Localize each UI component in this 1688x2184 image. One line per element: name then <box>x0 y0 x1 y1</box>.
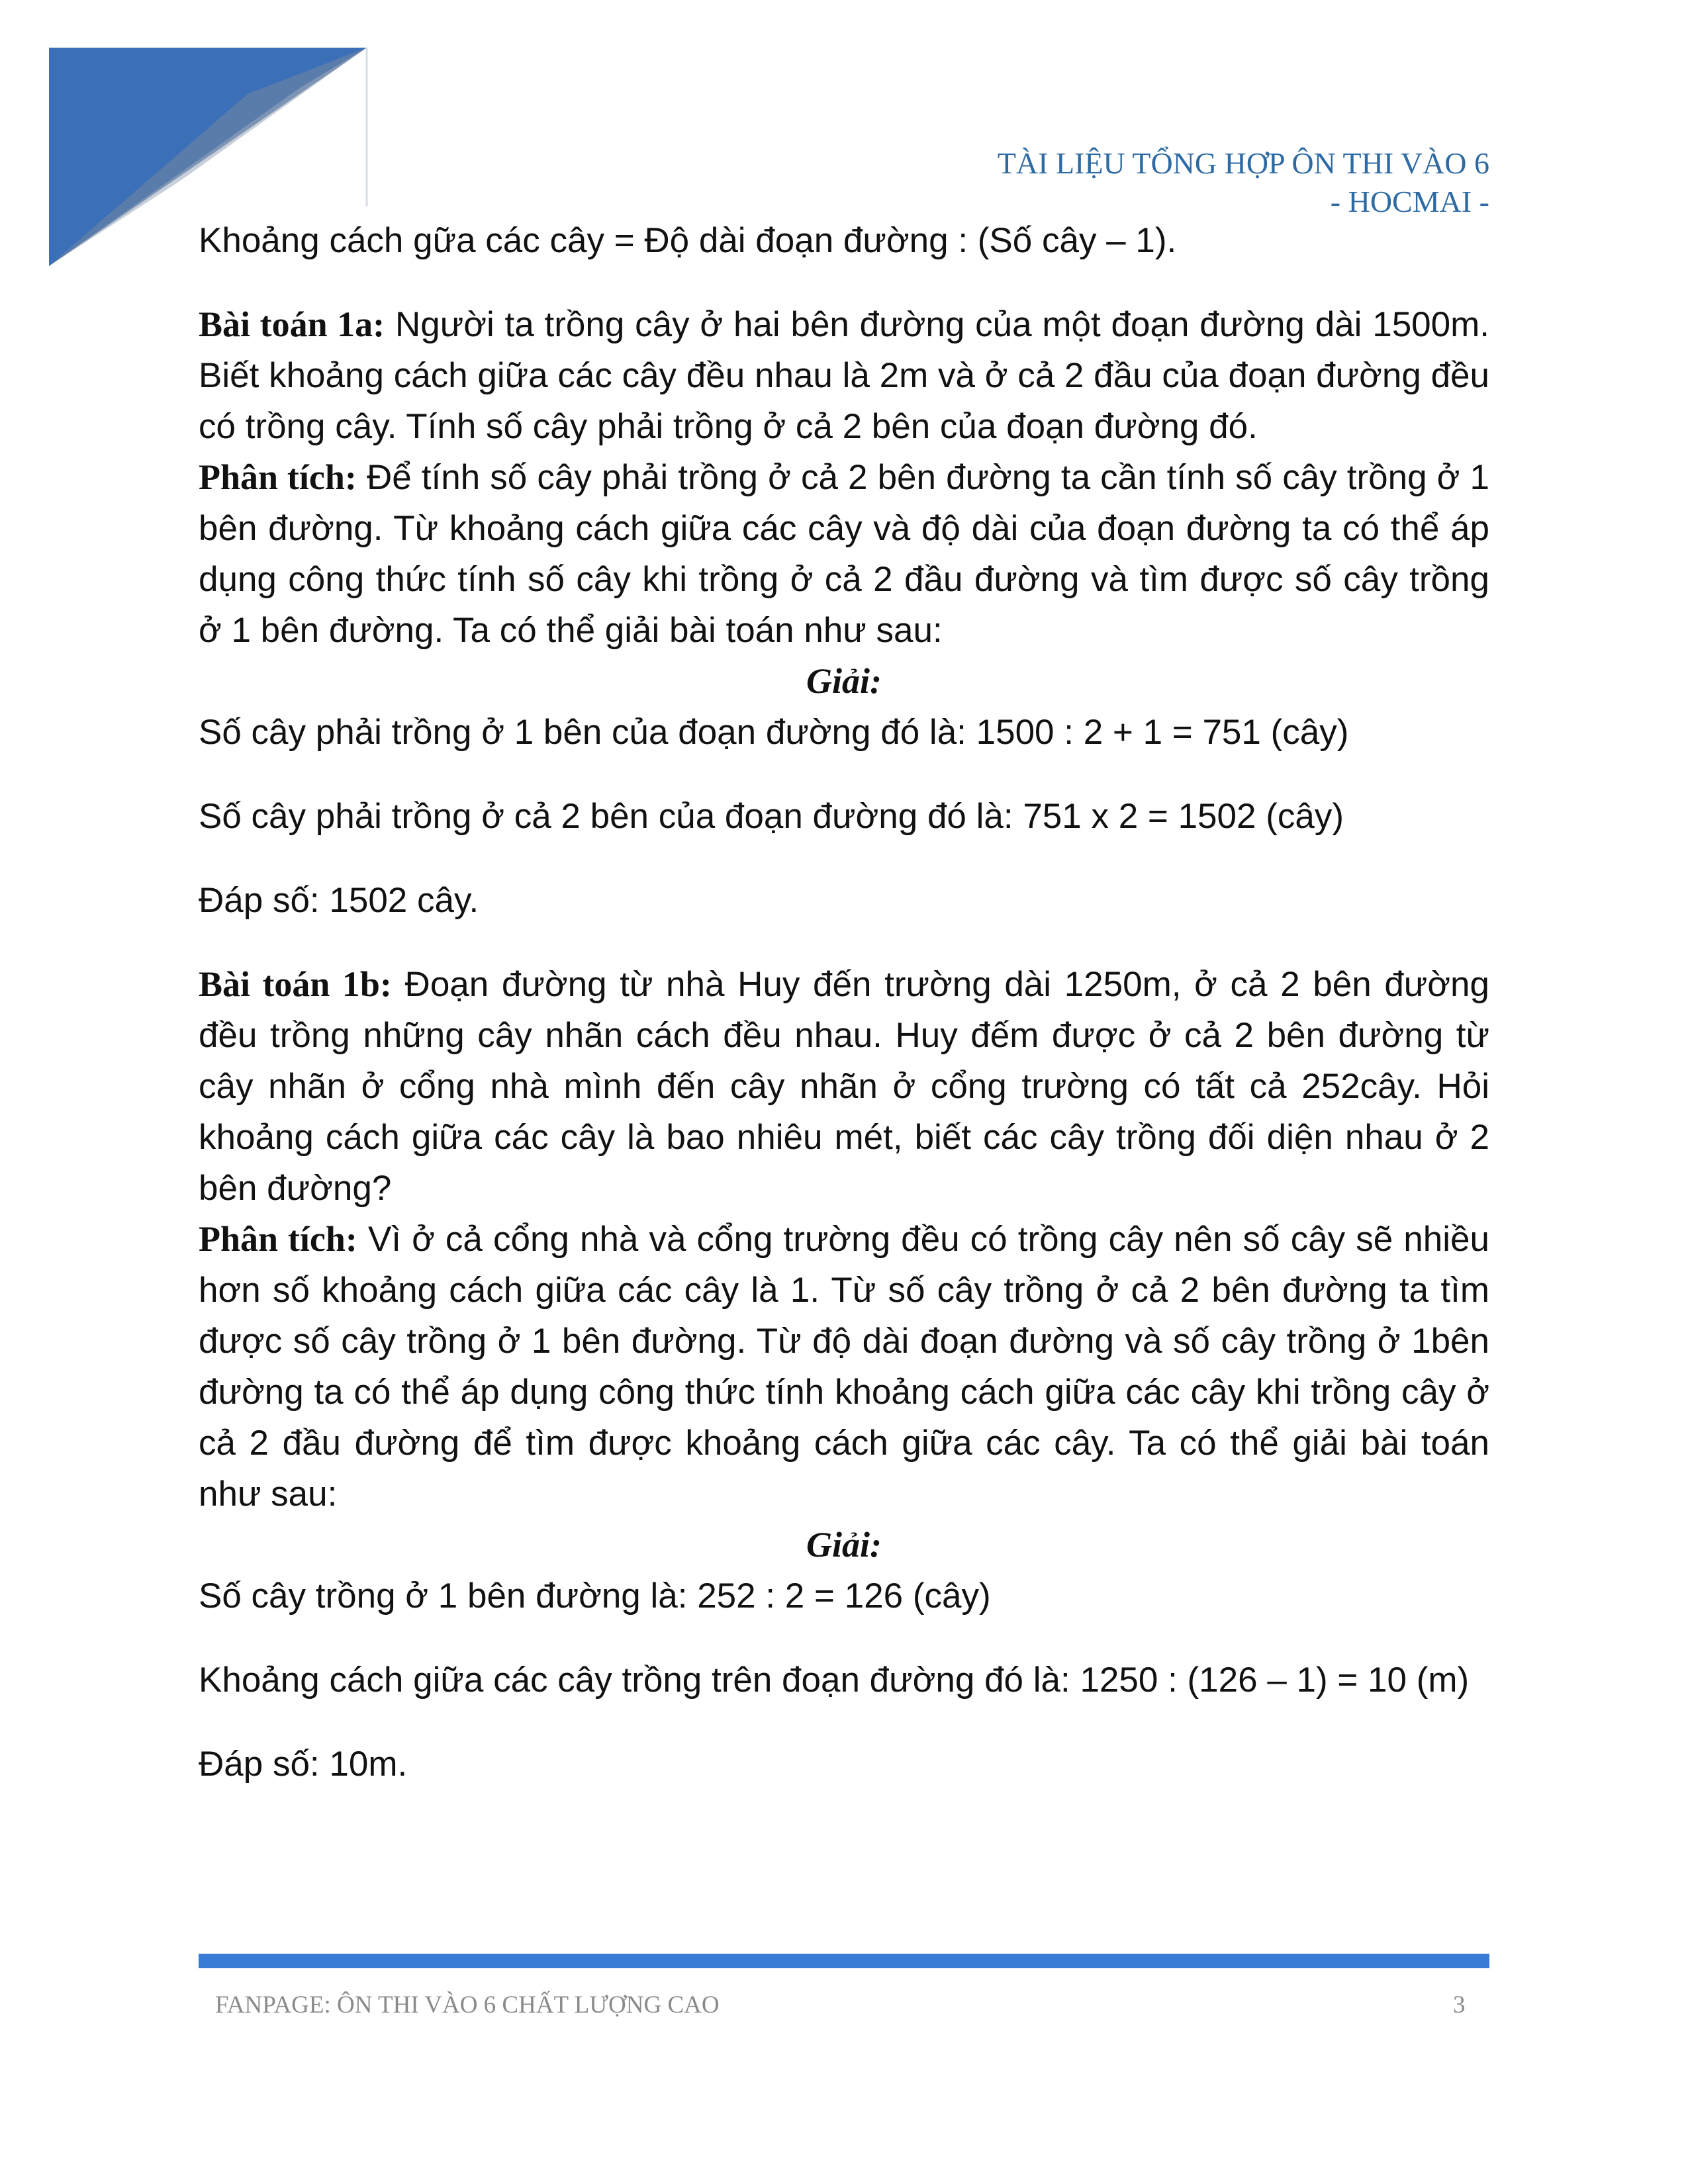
solution-1b-heading <box>199 1520 1489 1570</box>
solution-1b-line-2: Khoảng cách giữa các cây trồng trên đoạn đường đó là: 1250 : (126 – 1) = 10 (m) <box>199 1661 1470 1700</box>
solution-1a-line-1: Số cây phải trồng ở 1 bên của đoạn đường đó là: 1500 : 2 + 1 = 751 (cây) <box>199 713 1349 752</box>
problem-1b-text: Đoạn đường từ nhà Huy đến trường dài 1250m, ở cả 2 bên đường đều trồng những cây nhãn cách đều nhau. Huy đếm được ở cả 2 bên đường từ cây nhãn ở cổng nhà mình đến cây nhãn ở cổng trường có tất cả 252cây. Hỏi khoảng cách giữa các cây là bao nhiêu mét, biết các cây trồng đối diện nhau ở 2 bên đường? <box>199 965 1489 1208</box>
analysis-1b <box>199 1214 1489 1520</box>
analysis-1b-text: Vì ở cả cổng nhà và cổng trường đều có trồng cây nên số cây sẽ nhiều hơn số khoảng cách giữa các cây là 1. Từ số cây trồng ở cả 2 bên đường ta tìm được số cây trồng ở 1 bên đường. Từ độ dài đoạn đường và số cây trồng ở 1bên đường ta có thể áp dụng công thức tính khoảng cách giữa các cây khi trồng cây ở cả 2 đầu đường để tìm được khoảng cách giữa các cây. Ta có thể giải bài toán như sau: <box>199 1220 1489 1514</box>
solution-1b-line-1: Số cây trồng ở 1 bên đường là: 252 : 2 = 126 (cây) <box>199 1576 991 1615</box>
analysis-1a-text: Để tính số cây phải trồng ở cả 2 bên đường ta cần tính số cây trồng ở 1 bên đường. Từ khoảng cách giữa các cây và độ dài của đoạn đường ta có thể áp dụng công thức tính số cây khi trồng ở cả 2 đầu đường và tìm được số cây trồng ở 1 bên đường. Ta có thể giải bài toán như sau: <box>199 458 1489 650</box>
problem-1a-label: Bài toán 1a: <box>199 304 385 344</box>
solution-1a-answer: Đáp số: 1502 cây. <box>199 881 479 920</box>
header-subtitle: - HOCMAI - <box>1330 185 1489 218</box>
solution-1a-heading <box>199 656 1489 707</box>
header-title: TÀI LIỆU TỔNG HỢP ÔN THI VÀO 6 <box>997 146 1489 180</box>
page-header <box>998 144 1489 221</box>
solution-1a-line-2: Số cây phải trồng ở cả 2 bên của đoạn đường đó là: 751 x 2 = 1502 (cây) <box>199 797 1344 836</box>
problem-1b-label: Bài toán 1b: <box>199 964 392 1004</box>
analysis-1b-label: Phân tích: <box>199 1219 357 1259</box>
problem-1a-text: Người ta trồng cây ở hai bên đường của một đoạn đường dài 1500m. Biết khoảng cách giữa các cây đều nhau là 2m và ở cả 2 đầu của đoạn đường đều có trồng cây. Tính số cây phải trồng ở cả 2 bên của đoạn đường đó. <box>199 305 1489 446</box>
solution-1a-heading-text: Giải: <box>806 661 882 701</box>
analysis-1a-label: Phân tích: <box>199 457 357 497</box>
solution-1b-heading-text: Giải: <box>806 1525 882 1565</box>
formula-line: Khoảng cách gữa các cây = Độ dài đoạn đường : (Số cây – 1). <box>199 221 1177 260</box>
footer-rule <box>199 1954 1489 1968</box>
problem-1a <box>199 299 1489 452</box>
analysis-1a <box>199 452 1489 656</box>
page-number: 3 <box>1453 1991 1466 2019</box>
footer-fanpage: FANPAGE: ÔN THI VÀO 6 CHẤT LƯỢNG CAO <box>215 1991 720 2019</box>
solution-1b-answer: Đáp số: 10m. <box>199 1745 408 1784</box>
problem-1b <box>199 959 1489 1214</box>
document-body <box>199 215 1489 1790</box>
